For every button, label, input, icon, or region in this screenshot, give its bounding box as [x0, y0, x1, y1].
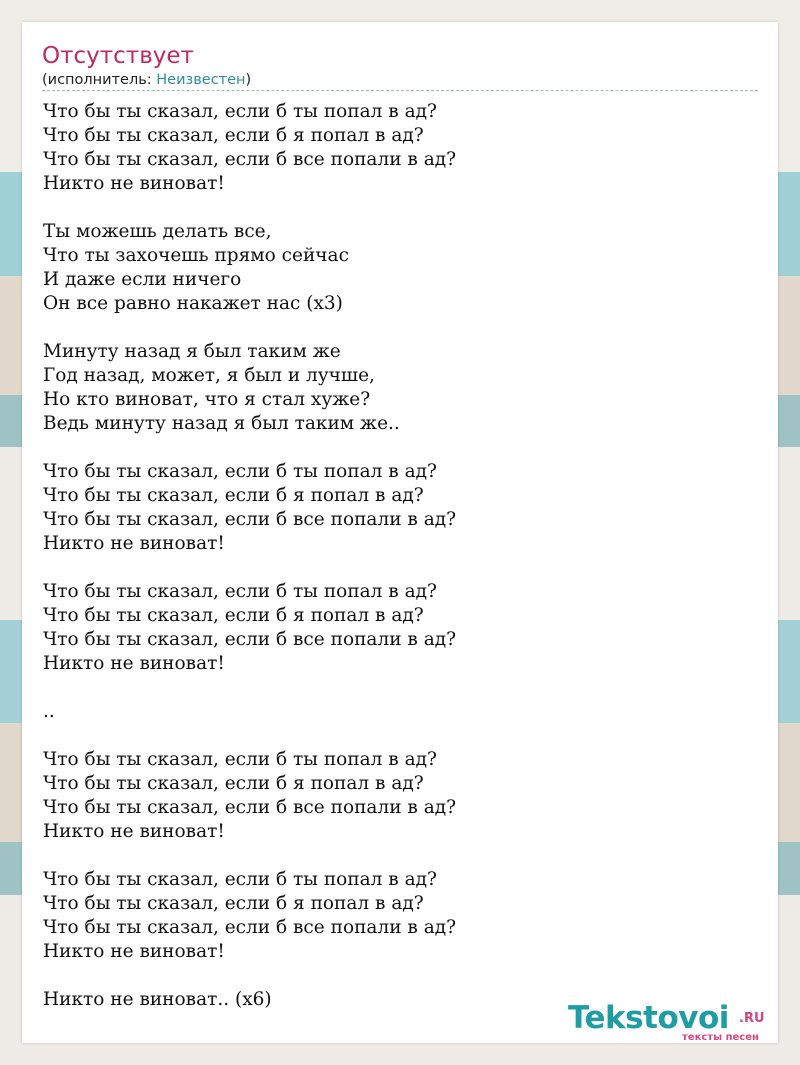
lyric-line: Что бы ты сказал, если б все попали в ад? [43, 509, 457, 530]
lyric-line: Ведь минуту назад я был таким же.. [43, 413, 400, 434]
artist-suffix: ) [245, 72, 252, 88]
artist-prefix: (исполнитель: [42, 72, 157, 88]
lyric-line: Что бы ты сказал, если б ты попал в ад? [43, 749, 437, 770]
logo-name: Tekstovoi [568, 1000, 729, 1036]
lyric-line: Ты можешь делать все, [43, 221, 272, 242]
artist-line [42, 71, 251, 89]
lyrics-stanza [43, 580, 743, 676]
lyric-line: Что бы ты сказал, если б я попал в ад? [43, 605, 424, 626]
lyrics-text [43, 100, 743, 1012]
lyric-line: Никто не виноват! [43, 653, 225, 674]
lyrics-card [22, 22, 778, 1043]
lyric-line: Что бы ты сказал, если б все попали в ад? [43, 797, 457, 818]
lyrics-stanza [43, 460, 743, 556]
lyric-line: Что бы ты сказал, если б ты попал в ад? [43, 581, 437, 602]
lyric-line: Что бы ты сказал, если б все попали в ад? [43, 149, 457, 170]
lyric-line: Никто не виноват! [43, 821, 225, 842]
lyric-line: Никто не виноват! [43, 533, 225, 554]
site-logo[interactable] [568, 1000, 778, 1044]
lyrics-stanza [43, 220, 743, 316]
lyrics-stanza [43, 100, 743, 196]
lyric-line: Что бы ты сказал, если б ты попал в ад? [43, 461, 437, 482]
lyric-line: Что бы ты сказал, если б я попал в ад? [43, 125, 424, 146]
song-title: Отсутствует [42, 43, 194, 69]
lyric-line: Что ты захочешь прямо сейчас [43, 245, 349, 266]
title-divider [42, 90, 758, 91]
lyric-line: Никто не виноват! [43, 941, 225, 962]
lyric-line: Год назад, может, я был и лучше, [43, 365, 375, 386]
lyric-line: Он все равно накажет нас (x3) [43, 293, 343, 314]
lyric-line: Что бы ты сказал, если б я попал в ад? [43, 773, 424, 794]
lyric-line: Что бы ты сказал, если б я попал в ад? [43, 485, 424, 506]
lyric-line: Но кто виноват, что я стал хуже? [43, 389, 371, 410]
lyric-line: Что бы ты сказал, если б ты попал в ад? [43, 101, 437, 122]
lyrics-stanza [43, 748, 743, 844]
lyric-line: Что бы ты сказал, если б все попали в ад? [43, 917, 457, 938]
logo-tld: .RU [739, 1011, 765, 1026]
lyric-line: И даже если ничего [43, 269, 242, 290]
lyric-line: .. [43, 701, 55, 722]
lyrics-stanza [43, 700, 743, 724]
lyric-line: Минуту назад я был таким же [43, 341, 341, 362]
lyric-line: Что бы ты сказал, если б ты попал в ад? [43, 869, 437, 890]
lyric-line: Что бы ты сказал, если б все попали в ад? [43, 629, 457, 650]
lyrics-stanza [43, 868, 743, 964]
lyric-line: Что бы ты сказал, если б я попал в ад? [43, 893, 424, 914]
lyrics-stanza [43, 340, 743, 436]
lyric-line: Никто не виноват.. (x6) [43, 989, 272, 1010]
artist-link[interactable]: Неизвестен [156, 72, 246, 88]
lyric-line: Никто не виноват! [43, 173, 225, 194]
logo-tagline: тексты песен [682, 1032, 759, 1043]
